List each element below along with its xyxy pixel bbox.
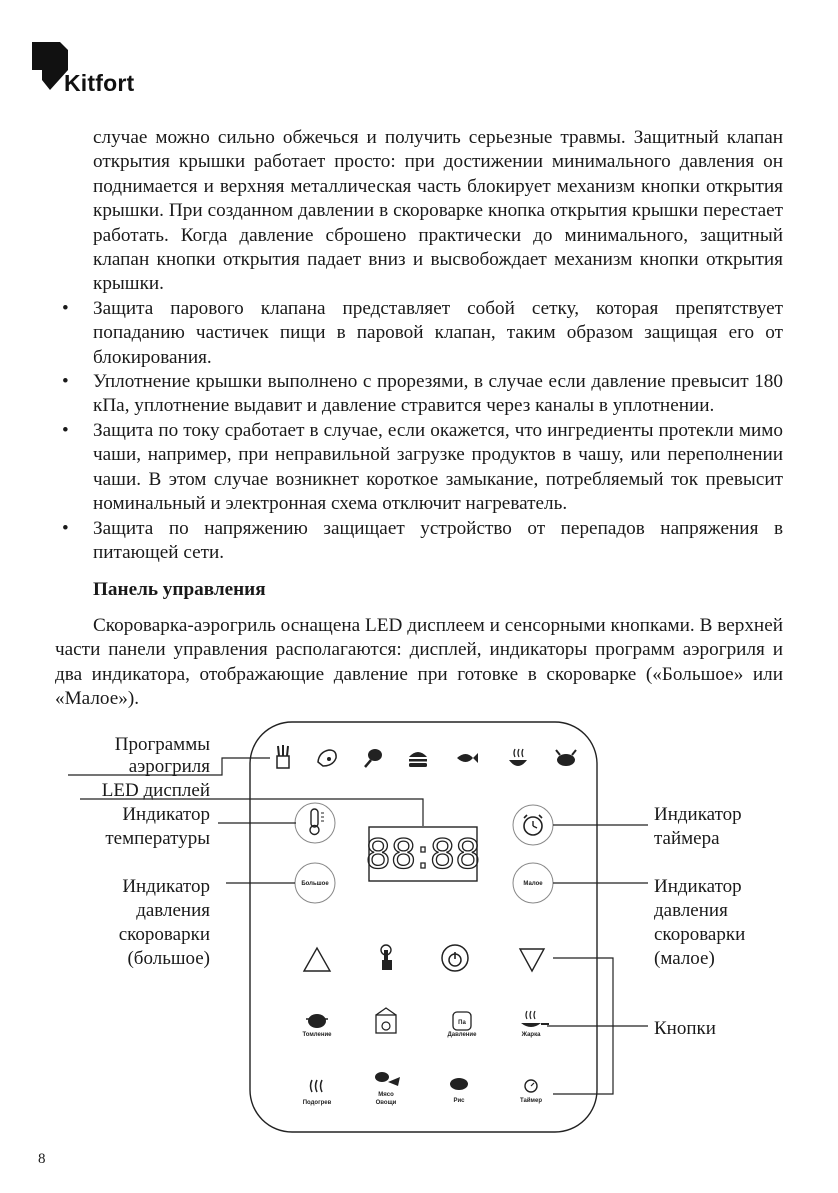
button-label-vegetables: Овощи: [375, 1100, 397, 1106]
label-pbig-2: давления: [136, 900, 210, 921]
burger-icon: [409, 752, 427, 767]
led-display-value: 88:88: [365, 832, 481, 878]
label-temp-1: Индикатор: [122, 804, 210, 825]
label-psmall-4: (малое): [654, 948, 715, 969]
power-icon: [442, 945, 468, 971]
frying-pan-icon: [521, 1011, 549, 1027]
bullet-list: [55, 297, 783, 565]
label-programs-1: Программы: [114, 734, 210, 755]
rice-bowl-icon: [450, 1078, 468, 1090]
page-number: 8: [38, 1151, 46, 1167]
button-label-pressure: Давление: [447, 1032, 477, 1038]
steak-icon: [318, 750, 336, 766]
label-pbig-3: скороварки: [118, 924, 210, 945]
thermometer-icon: [310, 809, 324, 835]
oven-icon: [376, 1008, 396, 1033]
pressure-big-label: Большое: [301, 881, 329, 887]
pa-label: Па: [458, 1020, 466, 1026]
fries-icon: [277, 745, 289, 768]
bullet-item: • Защита парового клапана представляет собой сетку, которая препятствует попаданию частичек пищи в паровой клапан, таким образом защищая его от блокирования.: [62, 297, 783, 368]
bullet-item: • Защита по напряжению защищает устройство от перепадов напряжения в питающей сети.: [62, 517, 783, 563]
label-psmall-1: Индикатор: [654, 876, 742, 897]
button-label-fry: Жарка: [521, 1032, 541, 1038]
button-label-reheat: Подогрев: [302, 1100, 332, 1106]
button-label-rice: Рис: [453, 1098, 465, 1104]
control-panel-diagram: [0, 718, 838, 1138]
bowl-steam-icon: [509, 749, 527, 766]
section-heading: Панель управления: [93, 579, 266, 601]
label-pbig-4: (большое): [127, 948, 210, 969]
button-label-timer: Таймер: [520, 1098, 542, 1104]
fish-icon: [457, 753, 478, 763]
bullet-item: • Уплотнение крышки выполнено с прорезями, в случае если давление превысит 180 кПа, уплотнение выдавит и давление стравится через каналы в уплотнении.: [62, 371, 783, 417]
label-pbig-1: Индикатор: [122, 876, 210, 897]
pressure-small-label: Малое: [523, 881, 543, 887]
pot-icon: [306, 1014, 328, 1028]
down-arrow-icon: [520, 949, 544, 971]
up-arrow-icon: [304, 948, 330, 971]
label-timer-2: таймера: [654, 828, 720, 849]
button-label-stew: Томление: [302, 1032, 332, 1038]
roast-chicken-icon: [556, 750, 576, 766]
label-buttons: Кнопки: [654, 1018, 716, 1039]
label-psmall-3: скороварки: [654, 924, 746, 945]
body-text: [55, 126, 783, 711]
button-label-meat: Мясо: [378, 1092, 394, 1098]
drumstick-icon: [365, 749, 382, 767]
label-temp-2: температуры: [105, 828, 210, 849]
label-timer-1: Индикатор: [654, 804, 742, 825]
heat-waves-icon: [311, 1080, 323, 1092]
bullet-item: • Защита по току сработает в случае, если окажется, что ингредиенты протекли мимо чаши, например, при неправильной загрузке продуктов в чашу, или переполнении чаши. В этом случае возникнет короткое замыкание, потребляемый ток превысит номинальный и электронная схема отключит нагреватель.: [62, 419, 783, 515]
meat-vegetables-icon: [375, 1072, 400, 1086]
label-programs-2: аэрогриля: [128, 756, 210, 777]
panel-outline: [250, 722, 597, 1132]
alarm-clock-icon: [524, 815, 542, 835]
paragraph-continuation: случае можно сильно обжечься и получить серьезные травмы. Защитный клапан открытия крышки работает просто: при достижении минимального давления он поднимается и верхняя металлическая часть блокирует механизм кнопки открытия крышки. При созданном давлении в скороварке кнопка открытия крышки перестает работать. Когда давление сброшено практически до минимального, защитный клапан кнопки открытия падает вниз и высвобождает механизм кнопки открытия крышки.: [93, 127, 783, 295]
brand-name: Kitfort: [64, 70, 135, 96]
section-paragraph: Скороварка-аэрогриль оснащена LED дисплеем и сенсорными кнопками. В верхней части панели управления располагаются: дисплей, индикаторы программ аэрогриля и два индикатора, отображающие давление при готовке в скороварке («Большое» или «Малое»).: [55, 614, 783, 709]
label-led: LED дисплей: [101, 780, 210, 801]
label-psmall-2: давления: [654, 900, 728, 921]
touch-hand-icon: [381, 945, 392, 970]
timer-icon: [525, 1080, 537, 1092]
